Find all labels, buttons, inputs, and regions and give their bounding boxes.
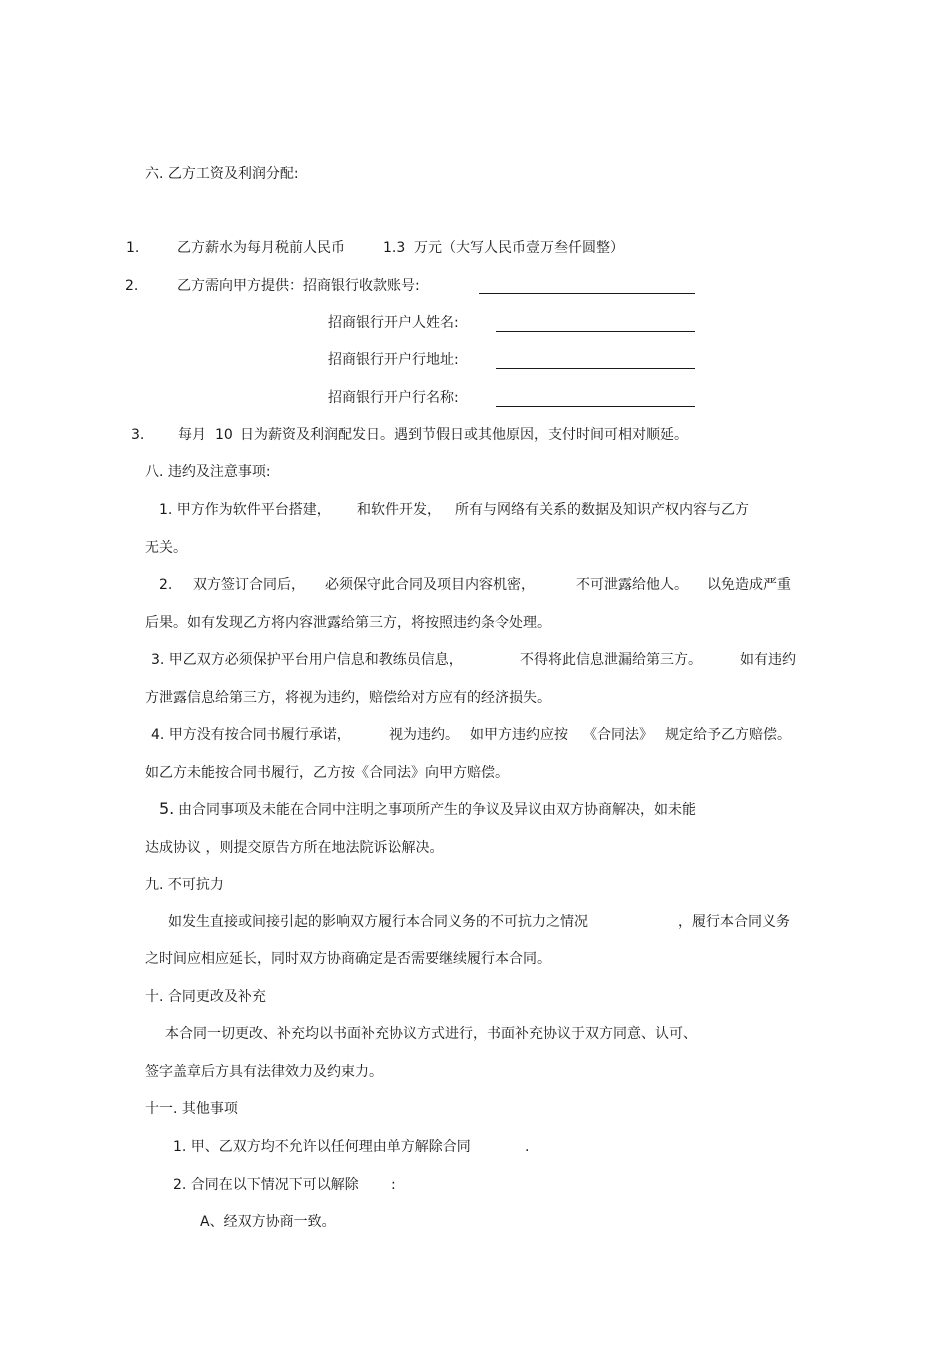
item-1-amount: 1.3 [383, 240, 406, 256]
p4-text-b: 视为违约。 [389, 727, 459, 743]
p4-text-d: 《合同法》 [583, 727, 653, 743]
p2-continuation: 后果。如有发现乙方将内容泄露给第三方，将按照违约条令处理。 [145, 615, 551, 631]
p2-text-b: 必须保守此合同及项目内容机密， [325, 577, 535, 593]
item-2-text: 乙方需向甲方提供：招商银行收款账号: [177, 278, 420, 294]
item-2-number: 2. [125, 278, 139, 294]
p4-text-a: 4. 甲方没有按合同书履行承诺， [151, 727, 351, 743]
section-11-item-a: A、经双方协商一致。 [200, 1214, 336, 1230]
p3-text-a: 3. 甲乙双方必须保护平台用户信息和教练员信息， [151, 652, 463, 668]
bank-address-blank [496, 368, 695, 369]
p1-text-b: 和软件开发， [357, 502, 441, 518]
bank-name-label: 招商银行开户行名称: [328, 390, 459, 406]
bank-address-label: 招商银行开户行地址: [328, 352, 459, 368]
p5-number: 5. [159, 799, 175, 818]
section-11-item-1-period: . [525, 1139, 530, 1155]
section-11-item-1: 1. 甲、乙双方均不允许以任何理由单方解除合同 [173, 1139, 471, 1155]
p5-text-a: 由合同事项及未能在合同中注明之事项所产生的争议及异议由双方协商解决，如未能 [178, 802, 696, 818]
section-6-heading: 六. 乙方工资及利润分配: [145, 166, 299, 182]
p1-text-c: 所有与网络有关系的数据及知识产权内容与乙方 [455, 502, 749, 518]
p2-number: 2. [159, 577, 173, 593]
bank-name-blank [496, 406, 695, 407]
account-name-blank [496, 331, 695, 332]
section-9-text-b: ，履行本合同义务 [678, 914, 790, 930]
p1-text-a: 1. 甲方作为软件平台搭建， [159, 502, 331, 518]
item-1-text: 乙方薪水为每月税前人民币 [177, 240, 345, 256]
p3-text-b: 不得将此信息泄漏给第三方。 [520, 652, 702, 668]
item-3-text-b: 日为薪资及利润配发日。遇到节假日或其他原因，支付时间可相对顺延。 [240, 427, 688, 443]
section-9-text-a: 如发生直接或间接引起的影响双方履行本合同义务的不可抗力之情况 [168, 914, 588, 930]
section-11-item-2: 2. 合同在以下情况下可以解除 [173, 1177, 359, 1193]
p2-text-c: 不可泄露给他人。 [576, 577, 688, 593]
p4-continuation: 如乙方未能按合同书履行，乙方按《合同法》向甲方赔偿。 [145, 765, 509, 781]
p1-continuation: 无关。 [145, 540, 187, 556]
p3-text-c: 如有违约 [740, 652, 796, 668]
item-1-number: 1. [126, 240, 140, 256]
section-10-continuation: 签字盖章后方具有法律效力及约束力。 [145, 1064, 383, 1080]
p3-continuation: 方泄露信息给第三方，将视为违约，赔偿给对方应有的经济损失。 [145, 690, 551, 706]
account-number-blank [479, 293, 695, 294]
item-3-number: 3. [131, 427, 145, 443]
section-10-text: 本合同一切更改、补充均以书面补充协议方式进行，书面补充协议于双方同意、认可、 [165, 1026, 697, 1042]
p2-text-d: 以免造成严重 [707, 577, 791, 593]
item-3-day: 10 [215, 427, 233, 443]
item-1-text-b: 万元（大写人民币壹万叁仟圆整） [414, 240, 624, 256]
p4-text-e: 规定给予乙方赔偿。 [665, 727, 791, 743]
section-10-heading: 十. 合同更改及补充 [145, 989, 266, 1005]
section-9-heading: 九. 不可抗力 [145, 877, 224, 893]
account-name-label: 招商银行开户人姓名: [328, 315, 459, 331]
section-11-item-2-colon: : [391, 1177, 396, 1193]
section-8-heading: 八. 违约及注意事项: [145, 464, 271, 480]
p4-text-c: 如甲方违约应按 [470, 727, 568, 743]
item-3-text-a: 每月 [178, 427, 206, 443]
p2-text-a: 双方签订合同后， [193, 577, 305, 593]
p5-continuation: 达成协议 ，则提交原告方所在地法院诉讼解决。 [145, 840, 444, 856]
section-11-heading: 十一. 其他事项 [145, 1101, 238, 1117]
section-9-continuation: 之时间应相应延长，同时双方协商确定是否需要继续履行本合同。 [145, 951, 551, 967]
